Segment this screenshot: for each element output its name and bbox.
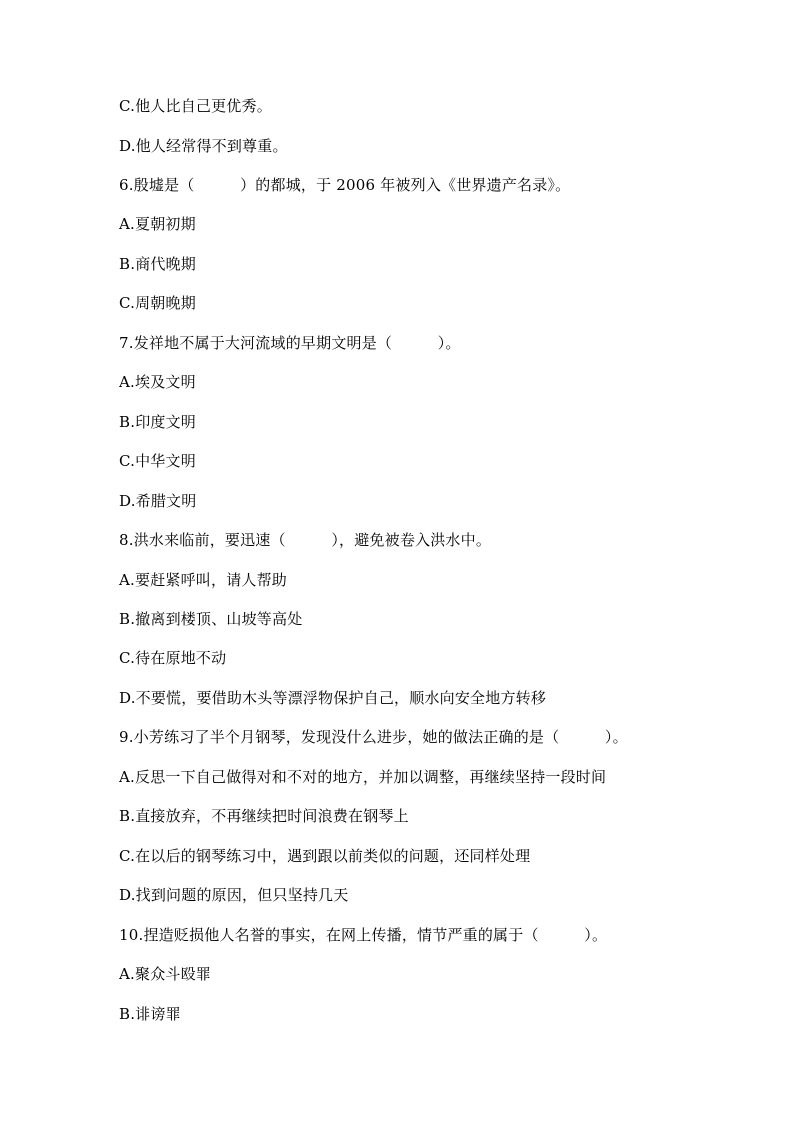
q9-option-c: C.在以后的钢琴练习中，遇到跟以前类似的问题，还同样处理 bbox=[119, 847, 531, 865]
q5-option-d: D.他人经常得不到尊重。 bbox=[119, 137, 288, 155]
q9-question: 9.小芳练习了半个月钢琴，发现没什么进步，她的做法正确的是（ ）。 bbox=[119, 728, 628, 746]
q6-question: 6.殷墟是（ ）的都城，于 2006 年被列入《世界遗产名录》。 bbox=[119, 176, 571, 194]
q8-option-c: C.待在原地不动 bbox=[119, 649, 227, 667]
q7-question: 7.发祥地不属于大河流域的早期文明是（ ）。 bbox=[119, 334, 461, 352]
q9-option-d: D.找到问题的原因，但只坚持几天 bbox=[119, 886, 349, 904]
q9-option-a: A.反思一下自己做得对和不对的地方，并加以调整，再继续坚持一段时间 bbox=[119, 768, 607, 786]
q8-question: 8.洪水来临前，要迅速（ ），避免被卷入洪水中。 bbox=[119, 531, 492, 549]
q10-option-b: B.诽谤罪 bbox=[119, 1005, 181, 1023]
q6-option-c: C.周朝晚期 bbox=[119, 294, 196, 312]
q8-option-d: D.不要慌，要借助木头等漂浮物保护自己，顺水向安全地方转移 bbox=[119, 689, 547, 707]
q8-option-a: A.要赶紧呼叫，请人帮助 bbox=[119, 571, 288, 589]
q10-option-a: A.聚众斗殴罪 bbox=[119, 965, 212, 983]
q7-option-b: B.印度文明 bbox=[119, 413, 196, 431]
q8-option-b: B.撤离到楼顶、山坡等高处 bbox=[119, 610, 303, 628]
q6-option-b: B.商代晚期 bbox=[119, 255, 196, 273]
q7-option-c: C.中华文明 bbox=[119, 452, 196, 470]
q6-option-a: A.夏朝初期 bbox=[119, 215, 196, 233]
q5-option-c: C.他人比自己更优秀。 bbox=[119, 97, 272, 115]
q7-option-a: A.埃及文明 bbox=[119, 373, 196, 391]
q7-option-d: D.希腊文明 bbox=[119, 492, 197, 510]
q10-question: 10.捏造贬损他人名誉的事实，在网上传播，情节严重的属于（ ）。 bbox=[119, 926, 608, 944]
q9-option-b: B.直接放弃，不再继续把时间浪费在钢琴上 bbox=[119, 807, 409, 825]
